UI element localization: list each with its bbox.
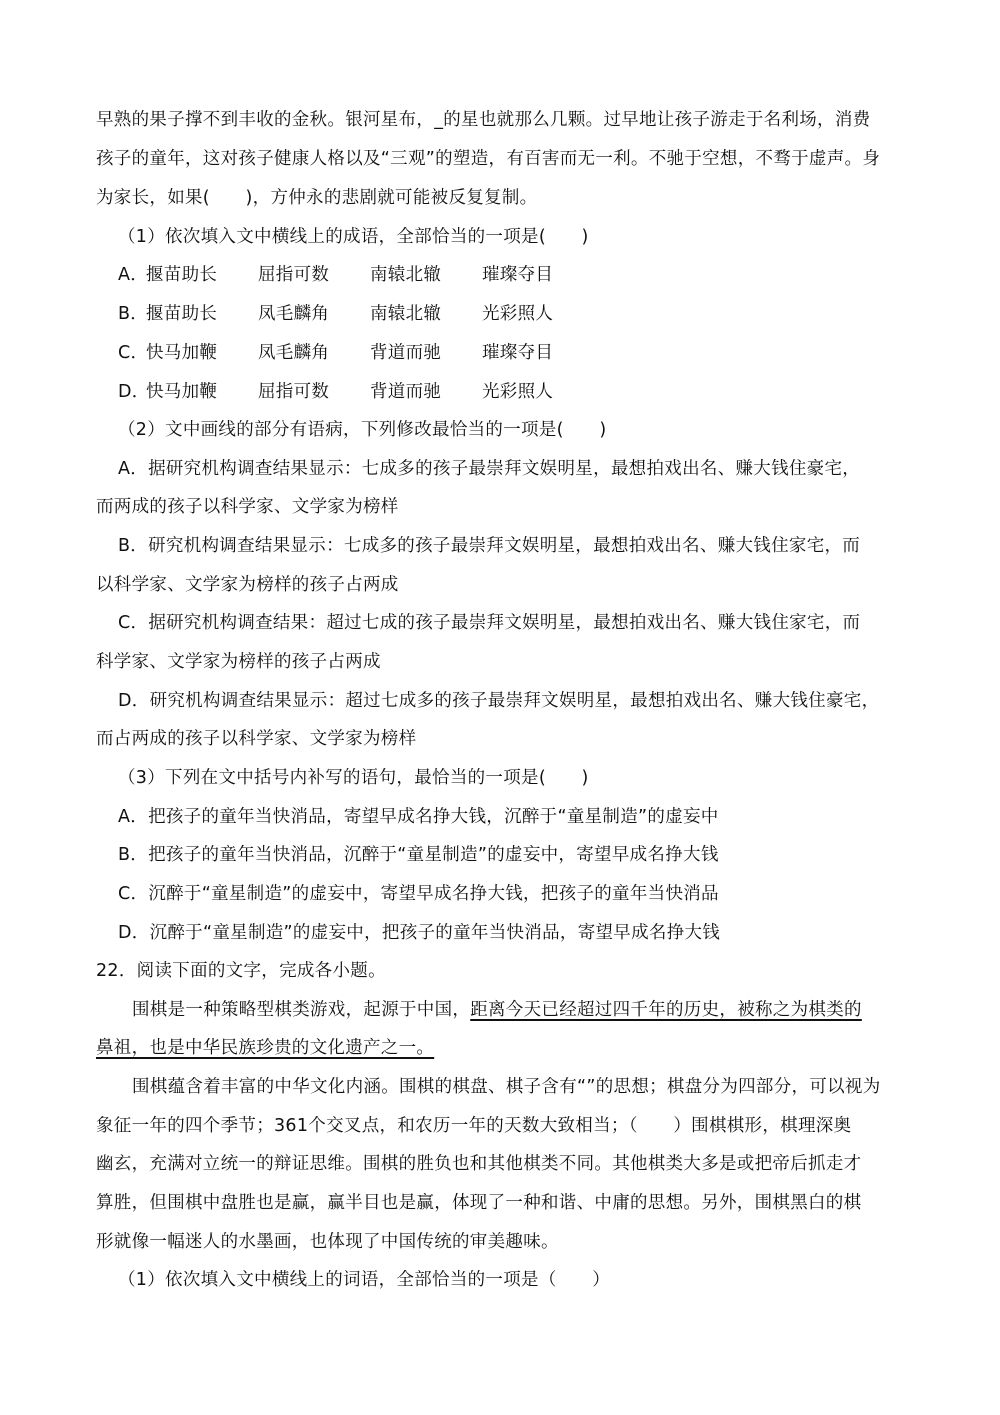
idiom: 南辕北辙 — [370, 304, 442, 324]
q22-sub1-stem: （1）依次填入文中横线上的词语，全部恰当的一项是（ ） — [118, 1270, 611, 1290]
q3-option-c: C．沉醉于“童星制造”的虚妄中，寄望早成名挣大钱，把孩子的童年当快消品 — [118, 884, 719, 904]
passage-line-1: 早熟的果子撑不到丰收的金秋。银河星布，_的星也就那么几颗。过早地让孩子游走于名利场，消费 — [96, 110, 871, 130]
passage-line-3: 为家长，如果( )，方仲永的悲剧就可能被反复复制。 — [96, 188, 538, 208]
q1-option-c — [118, 341, 594, 365]
q1-option-a — [118, 263, 594, 287]
q22-paragraph-1-line1 — [132, 998, 862, 1022]
q3-option-a: A．把孩子的童年当快消品，寄望早成名挣大钱，沉醉于“童星制造”的虚妄中 — [118, 807, 719, 827]
idiom: 南辕北辙 — [370, 265, 442, 285]
q3-option-d: D．沉醉于“童星制造”的虚妄中，把孩子的童年当快消品，寄望早成名挣大钱 — [118, 923, 721, 943]
idiom: 揠苗助长 — [146, 265, 218, 285]
q2-option-a-line1: A．据研究机构调查结果显示：七成多的孩子最崇拜文娱明星，最想拍戏出名、赚大钱住豪宅， — [118, 459, 861, 479]
option-label: D． — [118, 382, 150, 402]
q22-paragraph-1-line2 — [96, 1036, 434, 1060]
q22-paragraph-2-line4: 算胜，但围棋中盘胜也是赢，赢半目也是赢，体现了一种和谐、中庸的思想。另外，围棋黑白的棋 — [96, 1193, 862, 1213]
q22-heading: 22．阅读下面的文字，完成各小题。 — [96, 961, 386, 981]
q22-paragraph-2-line1: 围棋蕴含着丰富的中华文化内涵。围棋的棋盘、棋子含有“”的思想；棋盘分为四部分，可以视为 — [132, 1077, 881, 1097]
underlined-sentence: 鼻祖，也是中华民族珍贵的文化遗产之一。 — [96, 1038, 435, 1058]
idiom: 璀璨夺目 — [482, 265, 554, 285]
option-label: B． — [118, 304, 149, 324]
idiom: 光彩照人 — [482, 304, 554, 324]
idiom: 光彩照人 — [482, 382, 554, 402]
q3-stem: （3）下列在文中括号内补写的语句，最恰当的一项是( ) — [118, 768, 589, 788]
idiom: 凤毛麟角 — [258, 304, 330, 324]
q22-paragraph-2-line3: 幽玄，充满对立统一的辩证思维。围棋的胜负也和其他棋类不同。其他棋类大多是或把帝后抓走才 — [96, 1154, 862, 1174]
idiom: 揠苗助长 — [146, 304, 218, 324]
q2-option-d-line1: D．研究机构调查结果显示：超过七成多的孩子最崇拜文娱明星，最想拍戏出名、赚大钱住豪宅， — [118, 691, 880, 711]
q2-stem: （2）文中画线的部分有语病，下列修改最恰当的一项是( ) — [118, 420, 607, 440]
idiom: 背道而驰 — [370, 382, 442, 402]
q22-paragraph-2-line2: 象征一年的四个季节；361个交叉点，和农历一年的天数大致相当；（ ）围棋棋形，棋理深奥 — [96, 1116, 852, 1136]
q2-option-c-line2: 科学家、文学家为榜样的孩子占两成 — [96, 652, 381, 672]
passage-line-2: 孩子的童年，这对孩子健康人格以及“三观”的塑造，有百害而无一利。不驰于空想，不骛于虚声。身 — [96, 149, 881, 169]
idiom: 屈指可数 — [258, 265, 330, 285]
q3-option-b: B．把孩子的童年当快消品，沉醉于“童星制造”的虚妄中，寄望早成名挣大钱 — [118, 845, 719, 865]
q1-option-b — [118, 302, 594, 326]
q1-option-d — [118, 380, 594, 404]
idiom: 背道而驰 — [370, 343, 442, 363]
q2-option-b-line1: B．研究机构调查结果显示：七成多的孩子最崇拜文娱明星，最想拍戏出名、赚大钱住家宅，而 — [118, 536, 861, 556]
q2-option-b-line2: 以科学家、文学家为榜样的孩子占两成 — [96, 575, 399, 595]
idiom: 璀璨夺目 — [482, 343, 554, 363]
option-label: A． — [118, 265, 149, 285]
idiom: 快马加鞭 — [146, 343, 218, 363]
idiom: 凤毛麟角 — [258, 343, 330, 363]
q1-stem: （1）依次填入文中横线上的成语，全部恰当的一项是( ) — [118, 227, 589, 247]
idiom: 快马加鞭 — [146, 382, 218, 402]
option-label: C． — [118, 343, 149, 363]
idiom: 屈指可数 — [258, 382, 330, 402]
paragraph-text: 围棋是一种策略型棋类游戏，起源于中国， — [132, 1000, 471, 1020]
q2-option-a-line2: 而两成的孩子以科学家、文学家为榜样 — [96, 497, 399, 517]
q2-option-d-line2: 而占两成的孩子以科学家、文学家为榜样 — [96, 729, 417, 749]
q2-option-c-line1: C．据研究机构调查结果：超过七成的孩子最崇拜文娱明星，最想拍戏出名、赚大钱住家宅，而 — [118, 613, 861, 633]
q22-paragraph-2-line5: 形就像一幅迷人的水墨画，也体现了中国传统的审美趣味。 — [96, 1232, 559, 1252]
underlined-sentence: 距离今天已经超过四千年的历史，被称之为棋类的 — [470, 1000, 862, 1020]
